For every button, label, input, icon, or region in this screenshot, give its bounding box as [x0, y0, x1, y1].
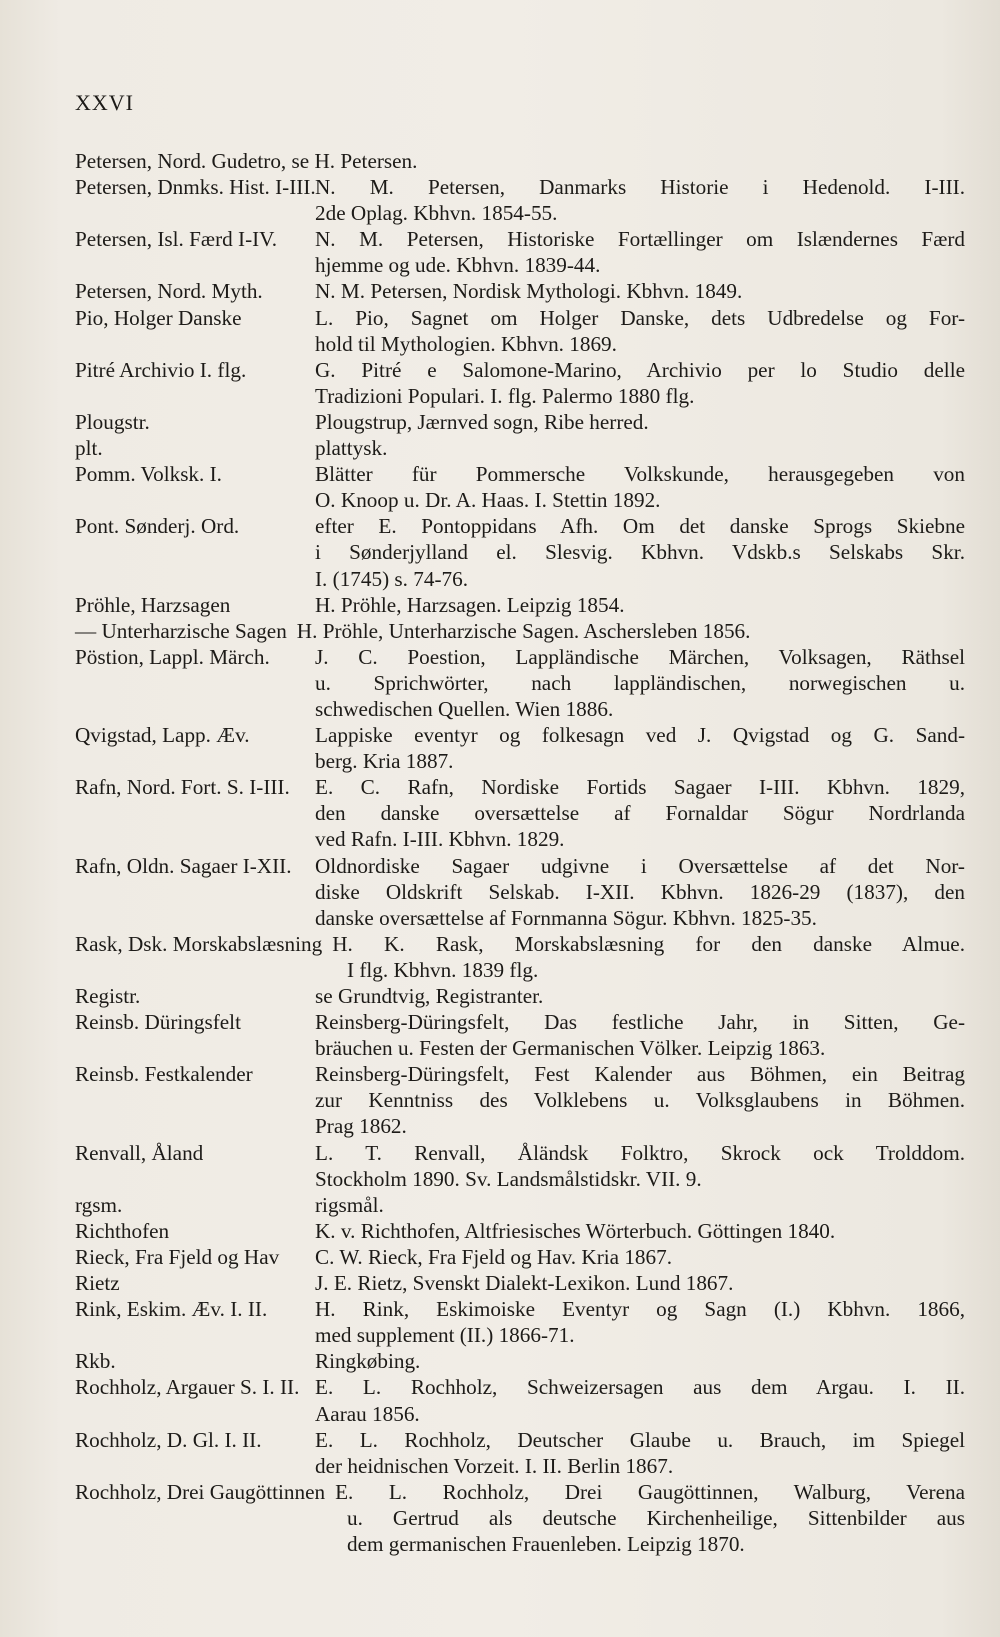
reference-line: rigsmål.	[315, 1192, 384, 1217]
reference-line: Lappiske eventyr og folkesagn ved J. Qvigstad og G. Sand-	[315, 723, 965, 748]
abbreviation-entry: rgsm. rigsmål.	[75, 1192, 965, 1218]
abbreviation-entry: Pitré Archivio I. flg. G. Pitré e Salomone-Marino, Archivio per lo Studio delle Tradizioni Populari. I. flg. Palermo 1880 flg.	[75, 357, 965, 408]
reference-line: 2de Oplag. Kbhvn. 1854-55.	[315, 201, 558, 226]
reference-line: u. Sprichwörter, nach lappländischen, norwegischen u.	[315, 670, 965, 695]
reference-line: E. L. Rochholz, Deutscher Glaube u. Brauch, im Spiegel	[315, 1427, 965, 1452]
entry-reference	[335, 1479, 965, 1557]
entry-reference	[315, 461, 965, 513]
abbreviation-entry: Petersen, Nord. Myth. N. M. Petersen, Nordisk Mythologi. Kbhvn. 1849.	[75, 278, 965, 304]
reference-line: K. v. Richthofen, Altfriesisches Wörterbuch. Göttingen 1840.	[315, 1218, 836, 1243]
reference-line: E. C. Rafn, Nordiske Fortids Sagaer I-III. Kbhvn. 1829,	[315, 775, 965, 800]
entry-abbreviation: — Unterharzische Sagen	[75, 618, 287, 643]
entry-reference	[315, 1218, 965, 1244]
reference-line: der heidnischen Vorzeit. I. II. Berlin 1867.	[315, 1453, 674, 1478]
reference-line: E. L. Rochholz, Schweizersagen aus dem Argau. I. II.	[315, 1375, 965, 1400]
reference-line: Oldnordiske Sagaer udgivne i Oversættelse af det Nor-	[315, 853, 965, 878]
abbreviation-entry: Rieck, Fra Fjeld og Hav C. W. Rieck, Fra Fjeld og Hav. Kria 1867.	[75, 1244, 965, 1270]
reference-line: I. (1745) s. 74-76.	[315, 566, 468, 591]
abbreviation-entry: Renvall, Åland L. T. Renvall, Åländsk Folktro, Skrock ock Trolddom. Stockholm 1890. Sv. Landsmålstidskr. VII. 9.	[75, 1140, 965, 1191]
reference-line: u. Gertrud als deutsche Kirchenheilige, Sittenbilder aus	[347, 1505, 965, 1530]
reference-line: G. Pitré e Salomone-Marino, Archivio per lo Studio delle	[315, 357, 965, 382]
entry-reference	[315, 1270, 965, 1296]
abbreviation-entry: Rafn, Nord. Fort. S. I-III. E. C. Rafn, Nordiske Fortids Sagaer I-III. Kbhvn. 1829, den danske oversættelse af Fornaldar Sögur Nordrlanda ved Rafn. I-III. Kbhvn. 1829.	[75, 775, 965, 852]
entry-abbreviation: Rask, Dsk. Morskabslæsning	[75, 931, 323, 956]
entry-reference	[315, 435, 965, 461]
reference-line: plattysk.	[315, 436, 388, 461]
abbreviation-entry: Pomm. Volksk. I. Blätter für Pommersche Volkskunde, herausgegeben von O. Knoop u. Dr. A. Haas. I. Stettin 1892.	[75, 462, 965, 513]
entry-reference	[315, 1374, 965, 1426]
abbreviation-entry	[75, 618, 965, 644]
reference-line: Stockholm 1890. Sv. Landsmålstidskr. VII. 9.	[315, 1166, 702, 1191]
abbreviation-entry: Qvigstad, Lapp. Æv. Lappiske eventyr og folkesagn ved J. Qvigstad og G. Sand- berg. Kria 1887.	[75, 723, 965, 774]
reference-line: H. Pröhle, Unterharzische Sagen. Aschersleben 1856.	[296, 618, 751, 643]
reference-line: med supplement (II.) 1866-71.	[315, 1323, 575, 1348]
entry-reference	[315, 513, 965, 591]
abbreviation-entry	[75, 931, 965, 983]
entry-reference	[315, 644, 965, 722]
reference-line: E. L. Rochholz, Drei Gaugöttinnen, Walburg, Verena	[335, 1479, 965, 1504]
reference-line: N. M. Petersen, Historiske Fortællinger om Islændernes Færd	[315, 227, 965, 252]
reference-line: hjemme og ude. Kbhvn. 1839-44.	[315, 253, 601, 278]
abbreviation-entry: Rink, Eskim. Æv. I. II. H. Rink, Eskimoiske Eventyr og Sagn (I.) Kbhvn. 1866, med supplement (II.) 1866-71.	[75, 1297, 965, 1348]
entry-reference	[315, 278, 965, 304]
reference-line: dem germanischen Frauenleben. Leipzig 1870.	[347, 1531, 745, 1556]
entry-reference	[315, 1348, 965, 1374]
entry-reference	[315, 1244, 965, 1270]
reference-line: N. M. Petersen, Nordisk Mythologi. Kbhvn. 1849.	[315, 279, 743, 304]
entry-reference	[332, 931, 965, 983]
reference-line: Plougstrup, Jærnved sogn, Ribe herred.	[315, 409, 649, 434]
abbreviation-entry: Rochholz, Argauer S. I. II. E. L. Rochholz, Schweizersagen aus dem Argau. I. II. Aarau 1856.	[75, 1375, 965, 1426]
reference-line: schwedischen Quellen. Wien 1886.	[315, 696, 614, 721]
entry-reference	[315, 409, 965, 435]
reference-line: zur Kenntniss des Volklebens u. Volksglaubens in Böhmen.	[315, 1088, 965, 1113]
reference-line: i Sønderjylland el. Slesvig. Kbhvn. Vdskb.s Selskabs Skr.	[315, 540, 965, 565]
entry-reference	[315, 1140, 965, 1192]
reference-line: I flg. Kbhvn. 1839 flg.	[347, 957, 539, 982]
reference-line: J. C. Poestion, Lappländische Märchen, Volksagen, Räthsel	[315, 644, 965, 669]
reference-line: Blätter für Pommersche Volkskunde, herausgegeben von	[315, 462, 965, 487]
entry-reference	[315, 226, 965, 278]
abbreviation-entry: Pröhle, Harzsagen H. Pröhle, Harzsagen. Leipzig 1854.	[75, 592, 965, 618]
abbreviation-entry: Pont. Sønderj. Ord. efter E. Pontoppidans Afh. Om det danske Sprogs Skiebne i Sønderjylland el. Slesvig. Kbhvn. Vdskb.s Selskabs Skr. I. (1745) s. 74-76.	[75, 514, 965, 591]
reference-line: hold til Mythologien. Kbhvn. 1869.	[315, 331, 617, 356]
reference-line: se Grundtvig, Registranter.	[315, 984, 544, 1008]
abbreviation-entry: Pio, Holger Danske L. Pio, Sagnet om Holger Danske, dets Udbredelse og For- hold til Mythologien. Kbhvn. 1869.	[75, 305, 965, 356]
reference-line: L. T. Renvall, Åländsk Folktro, Skrock ock Trolddom.	[315, 1140, 965, 1165]
reference-line: bräuchen u. Festen der Germanischen Völker. Leipzig 1863.	[315, 1036, 826, 1061]
abbreviation-entry: Petersen, Dnmks. Hist. I-III. N. M. Petersen, Danmarks Historie i Hedenold. I-III. 2de Oplag. Kbhvn. 1854-55.	[75, 175, 965, 226]
entry-reference	[315, 305, 965, 357]
entry-reference	[315, 853, 965, 931]
reference-line: L. Pio, Sagnet om Holger Danske, dets Udbredelse og For-	[315, 305, 965, 330]
abbreviation-entry	[75, 1479, 965, 1557]
reference-line: den danske oversættelse af Fornaldar Sögur Nordrlanda	[315, 801, 965, 826]
reference-line: danske oversættelse af Fornmanna Sögur. Kbhvn. 1825-35.	[315, 905, 817, 930]
entry-reference	[296, 618, 965, 644]
abbreviation-entry: Petersen, Isl. Færd I-IV. N. M. Petersen, Historiske Fortællinger om Islændernes Færd hjemme og ude. Kbhvn. 1839-44.	[75, 227, 965, 278]
reference-line: Ringkøbing.	[315, 1349, 421, 1374]
reference-line: Reinsberg-Düringsfelt, Das festliche Jahr, in Sitten, Ge-	[315, 1010, 965, 1035]
reference-line: Tradizioni Populari. I. flg. Palermo 1880 flg.	[315, 383, 695, 408]
entry-reference	[315, 357, 965, 409]
abbreviation-entry: Richthofen K. v. Richthofen, Altfriesisches Wörterbuch. Göttingen 1840.	[75, 1218, 965, 1244]
abbreviation-entry: Rafn, Oldn. Sagaer I-XII. Oldnordiske Sagaer udgivne i Oversættelse af det Nor- diske Oldskrift Selskab. I-XII. Kbhvn. 1826-29 (1837), den danske oversættelse af Fornmanna Sögur. Kbhvn. 1825-35.	[75, 853, 965, 930]
reference-line: O. Knoop u. Dr. A. Haas. I. Stettin 1892.	[315, 488, 661, 513]
abbreviation-entry: Rochholz, D. Gl. I. II. E. L. Rochholz, Deutscher Glaube u. Brauch, im Spiegel der heidnischen Vorzeit. I. II. Berlin 1867.	[75, 1427, 965, 1478]
abbreviation-entry: Petersen, Nord. Gudetro, se H. Petersen.	[75, 149, 418, 173]
entry-reference	[315, 1009, 965, 1061]
entry-reference	[315, 1192, 965, 1218]
reference-line: H. K. Rask, Morskabslæsning for den danske Almue.	[332, 931, 965, 956]
reference-line: diske Oldskrift Selskab. I-XII. Kbhvn. 1826-29 (1837), den	[315, 879, 965, 904]
reference-line: H. Pröhle, Harzsagen. Leipzig 1854.	[315, 592, 625, 617]
abbreviation-entry: Reinsb. Festkalender Reinsberg-Düringsfelt, Fest Kalender aus Böhmen, ein Beitrag zur Kenntniss des Volklebens u. Volksglaubens in Böhmen. Prag 1862.	[75, 1062, 965, 1139]
reference-line: Prag 1862.	[315, 1114, 407, 1139]
reference-line: H. Rink, Eskimoiske Eventyr og Sagn (I.) Kbhvn. 1866,	[315, 1297, 965, 1322]
reference-line: C. W. Rieck, Fra Fjeld og Hav. Kria 1867.	[315, 1244, 673, 1269]
reference-line: efter E. Pontoppidans Afh. Om det danske Sprogs Skiebne	[315, 514, 965, 539]
page-number: XXVI	[75, 90, 134, 115]
entry-reference	[315, 1427, 965, 1479]
abbreviation-entry: Rietz J. E. Rietz, Svenskt Dialekt-Lexikon. Lund 1867.	[75, 1270, 965, 1296]
entry-reference	[315, 592, 965, 618]
abbreviation-entry: plt. plattysk.	[75, 435, 965, 461]
abbreviation-list	[75, 148, 965, 1557]
entry-reference	[315, 1061, 965, 1139]
reference-line: berg. Kria 1887.	[315, 749, 454, 774]
abbreviation-entry: Pöstion, Lappl. Märch. J. C. Poestion, Lappländische Märchen, Volksagen, Räthsel u. Sprichwörter, nach lappländischen, norwegischen u. schwedischen Quellen. Wien 1886.	[75, 644, 965, 721]
abbreviation-entry: Reinsb. Düringsfelt Reinsberg-Düringsfelt, Das festliche Jahr, in Sitten, Ge- bräuchen u. Festen der Germanischen Völker. Leipzig 1863.	[75, 1010, 965, 1061]
abbreviation-entry: Registr. se Grundtvig, Registranter.	[75, 983, 965, 1009]
reference-line: ved Rafn. I-III. Kbhvn. 1829.	[315, 827, 565, 852]
entry-reference	[315, 174, 965, 226]
reference-line: Reinsberg-Düringsfelt, Fest Kalender aus Böhmen, ein Beitrag	[315, 1062, 965, 1087]
entry-reference	[315, 983, 965, 1009]
entry-abbreviation: Rochholz, Drei Gaugöttinnen	[75, 1479, 326, 1504]
abbreviation-entry: Plougstr. Plougstrup, Jærnved sogn, Ribe herred.	[75, 409, 965, 435]
reference-line: J. E. Rietz, Svenskt Dialekt-Lexikon. Lund 1867.	[315, 1271, 734, 1296]
entry-reference	[315, 774, 965, 852]
entry-reference	[315, 1296, 965, 1348]
entry-reference	[315, 722, 965, 774]
reference-line: N. M. Petersen, Danmarks Historie i Hedenold. I-III.	[315, 175, 965, 200]
abbreviation-entry: Rkb. Ringkøbing.	[75, 1348, 965, 1374]
reference-line: Aarau 1856.	[315, 1401, 420, 1426]
